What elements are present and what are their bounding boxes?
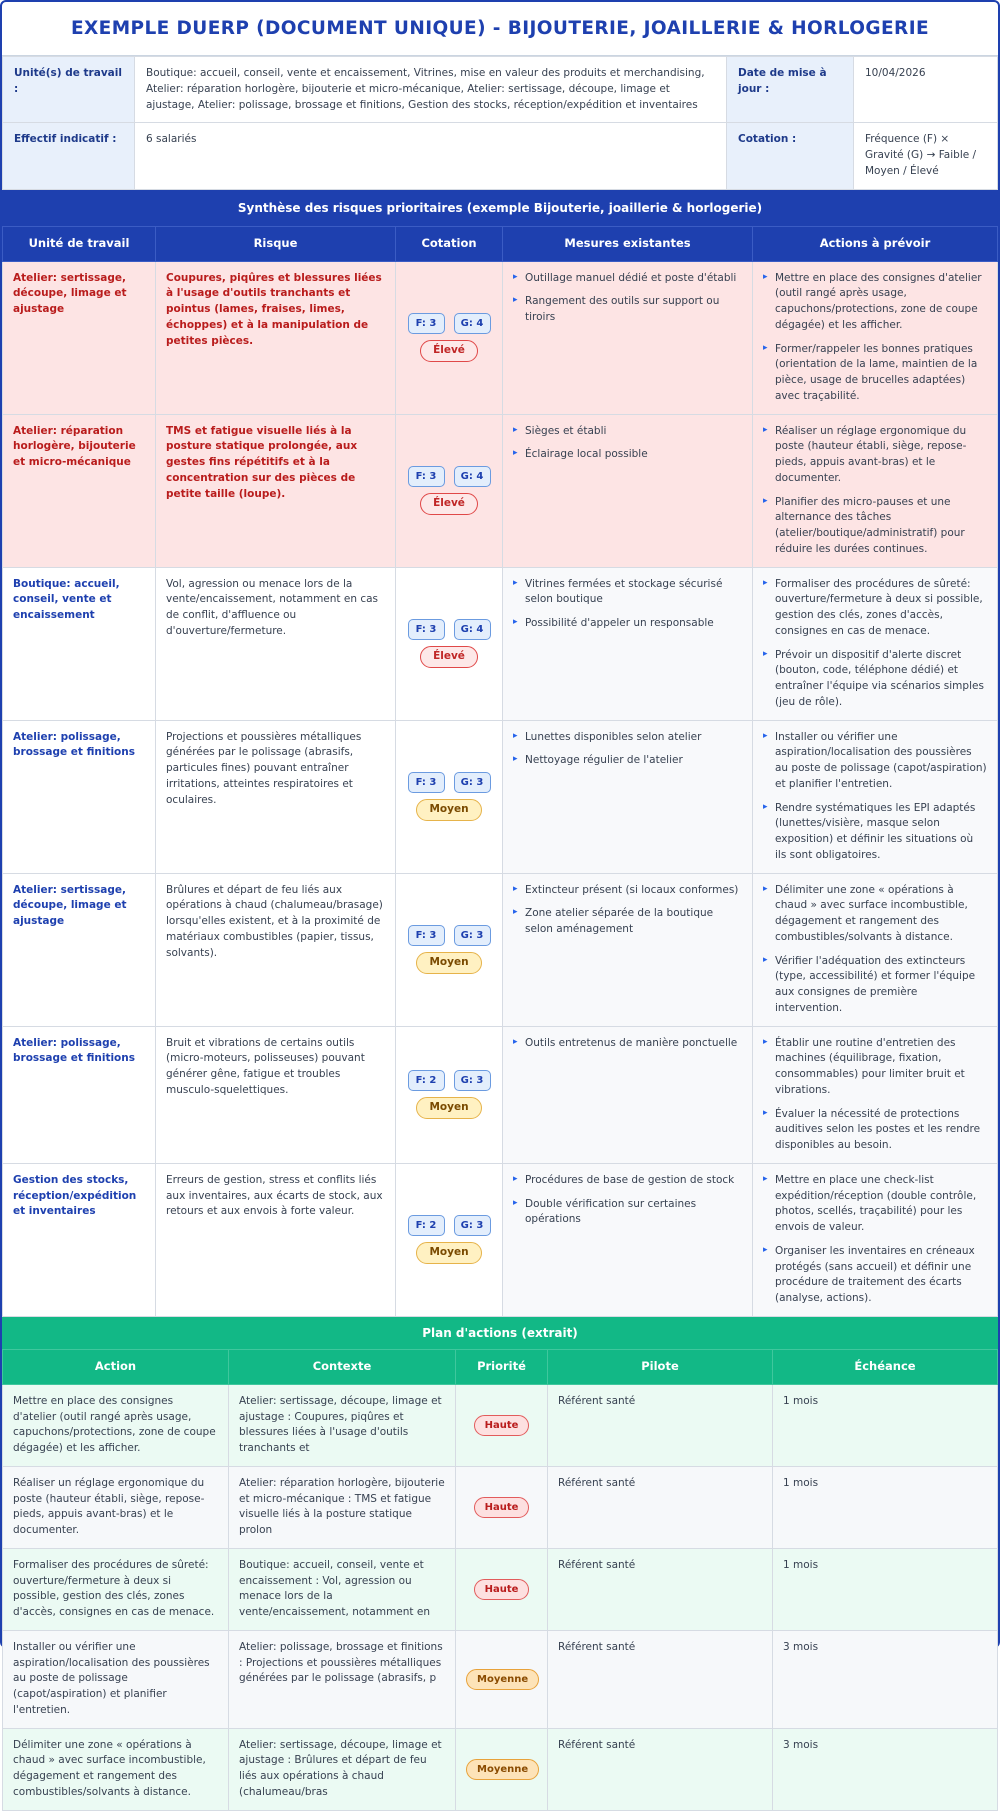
frequency-gravity [400, 1070, 498, 1091]
planned-actions [753, 873, 998, 1026]
plan-priority [456, 1466, 548, 1548]
frequency-chip: F: 2 [408, 1215, 445, 1236]
gravity-chip: G: 4 [454, 619, 491, 640]
plan-row [3, 1548, 998, 1630]
measure-item: ▸ Outillage manuel dédié et poste d'établi [513, 271, 742, 287]
action-item: ▸ Mettre en place une check-list expédition/réception (double contrôle, photos, scellés, traçabilité) pour les envois de valeur. [763, 1173, 987, 1236]
info-table [2, 56, 998, 190]
measure-item: ▸ Procédures de base de gestion de stock [513, 1173, 742, 1189]
gravity-chip: G: 3 [454, 925, 491, 946]
measure-item: ▸ Rangement des outils sur support ou tiroirs [513, 294, 742, 326]
risk-column-header: Cotation [396, 226, 503, 261]
existing-measures [503, 414, 753, 567]
measures-list [513, 424, 742, 464]
measure-item: ▸ Sièges et établi [513, 424, 742, 440]
risk-unit: Atelier: polissage, brossage et finitions [3, 1026, 156, 1163]
action-item: ▸ Évaluer la nécessité de protections auditives selon les postes et les rendre disponibles au besoin. [763, 1107, 987, 1154]
existing-measures [503, 720, 753, 873]
risk-description: Brûlures et départ de feu liés aux opérations à chaud (chalumeau/brasage) lorsqu'elles existent, et à la proximité de matériaux combustibles (papier, tissus, solvants). [156, 873, 396, 1026]
plan-column-header: Action [3, 1349, 229, 1384]
risk-row [3, 261, 998, 414]
risk-level-badge: Élevé [420, 340, 478, 362]
planned-actions [753, 720, 998, 873]
gravity-chip: G: 3 [454, 1070, 491, 1091]
planned-actions [753, 1163, 998, 1316]
existing-measures [503, 1163, 753, 1316]
actions-list [763, 730, 987, 864]
action-item: ▸ Mettre en place des consignes d'atelier (outil rangé après usage, capuchons/protections, zone de coupe dégagée) et les afficher. [763, 271, 987, 334]
plan-due-date: 1 mois [773, 1548, 998, 1630]
measure-item: ▸ Extincteur présent (si locaux conformes) [513, 883, 742, 899]
gravity-chip: G: 3 [454, 772, 491, 793]
action-item: ▸ Formaliser des procédures de sûreté: ouverture/fermeture à deux si possible, gestion des clés, zones d'accès, consignes en cas de menace. [763, 577, 987, 640]
actions-list [763, 883, 987, 1017]
units-label: Unité(s) de travail : [3, 57, 135, 123]
plan-column-header: Contexte [229, 1349, 456, 1384]
priority-badge: Haute [474, 1497, 530, 1518]
risk-cotation [396, 567, 503, 720]
risk-description: Projections et poussières métalliques générées par le polissage (abrasifs, particules fines) pouvant entraîner irritations, atteintes respiratoires et oculaires. [156, 720, 396, 873]
action-item: ▸ Organiser les inventaires en créneaux protégés (sans accueil) et définir une procédure de traitement des écarts (analyse, actions). [763, 1244, 987, 1307]
gravity-chip: G: 4 [454, 466, 491, 487]
frequency-chip: F: 3 [408, 925, 445, 946]
planned-actions [753, 1026, 998, 1163]
risk-unit: Gestion des stocks, réception/expédition et inventaires [3, 1163, 156, 1316]
plan-context: Atelier: réparation horlogère, bijouterie et micro-mécanique : TMS et fatigue visuelle liés à la posture statique prolon [229, 1466, 456, 1548]
plan-context: Atelier: sertissage, découpe, limage et ajustage : Coupures, piqûres et blessures liées à l'usage d'outils tranchants et [229, 1384, 456, 1466]
risk-cotation [396, 720, 503, 873]
plan-priority [456, 1548, 548, 1630]
plan-column-header: Pilote [548, 1349, 773, 1384]
measure-item: ▸ Éclairage local possible [513, 447, 742, 463]
gravity-chip: G: 3 [454, 1215, 491, 1236]
risk-description: TMS et fatigue visuelle liés à la posture statique prolongée, aux gestes fins répétitifs et à la concentration sur des pièces de petite taille (loupe). [156, 414, 396, 567]
action-item: ▸ Établir une routine d'entretien des machines (équilibrage, fixation, consommables) pour limiter bruit et vibrations. [763, 1036, 987, 1099]
measure-item: ▸ Outils entretenus de manière ponctuelle [513, 1036, 742, 1052]
plan-row [3, 1728, 998, 1810]
effectif-label: Effectif indicatif : [3, 123, 135, 189]
plan-action: Installer ou vérifier une aspiration/localisation des poussières au poste de polissage (capot/aspiration) et planifier l'entretien. [3, 1630, 229, 1728]
plan-row [3, 1384, 998, 1466]
actions-list [763, 1036, 987, 1154]
existing-measures [503, 567, 753, 720]
frequency-gravity [400, 1215, 498, 1236]
priority-badge: Moyenne [466, 1759, 539, 1780]
planned-actions [753, 567, 998, 720]
plan-priority [456, 1630, 548, 1728]
risk-cotation [396, 1163, 503, 1316]
planned-actions [753, 414, 998, 567]
risk-level-badge: Moyen [416, 952, 481, 974]
risk-level-badge: Élevé [420, 646, 478, 668]
plan-due-date: 1 mois [773, 1466, 998, 1548]
measure-item: ▸ Zone atelier séparée de la boutique selon aménagement [513, 906, 742, 938]
frequency-gravity [400, 466, 498, 487]
cotation-label: Cotation : [727, 123, 854, 189]
action-item: ▸ Planifier des micro-pauses et une alternance des tâches (atelier/boutique/administratif) pour réduire les durées continues. [763, 495, 987, 558]
risk-column-header: Unité de travail [3, 226, 156, 261]
cotation-value: Fréquence (F) × Gravité (G) → Faible / Moyen / Élevé [854, 123, 998, 189]
plan-due-date: 1 mois [773, 1384, 998, 1466]
action-item: ▸ Rendre systématiques les EPI adaptés (lunettes/visière, masque selon exposition) et définir les situations où ils sont obligatoires. [763, 801, 987, 864]
effectif-value: 6 salariés [135, 123, 727, 189]
risk-cotation [396, 414, 503, 567]
frequency-chip: F: 3 [408, 619, 445, 640]
risk-column-header: Mesures existantes [503, 226, 753, 261]
plan-row [3, 1466, 998, 1548]
action-item: ▸ Prévoir un dispositif d'alerte discret (bouton, code, téléphone dédié) et entraîner l'équipe via scénarios simples (jeu de rôle). [763, 648, 987, 711]
measures-list [513, 577, 742, 632]
frequency-chip: F: 2 [408, 1070, 445, 1091]
measures-list [513, 883, 742, 938]
plan-context: Boutique: accueil, conseil, vente et encaissement : Vol, agression ou menace lors de la vente/encaissement, notamment en [229, 1548, 456, 1630]
plan-priority [456, 1728, 548, 1810]
measures-list [513, 271, 742, 326]
priority-badge: Haute [474, 1415, 530, 1436]
action-item: ▸ Délimiter une zone « opérations à chaud » avec surface incombustible, dégagement et rangement des combustibles/solvants à distance. [763, 883, 987, 946]
risk-unit: Atelier: sertissage, découpe, limage et ajustage [3, 261, 156, 414]
risk-cotation [396, 1026, 503, 1163]
frequency-chip: F: 3 [408, 466, 445, 487]
risk-level-badge: Moyen [416, 799, 481, 821]
frequency-chip: F: 3 [408, 772, 445, 793]
plan-section-title: Plan d'actions (extrait) [2, 1317, 998, 1349]
risk-unit: Atelier: polissage, brossage et finitions [3, 720, 156, 873]
plan-context: Atelier: sertissage, découpe, limage et ajustage : Brûlures et départ de feu liés aux opérations à chaud (chalumeau/bras [229, 1728, 456, 1810]
frequency-gravity [400, 925, 498, 946]
priority-badge: Haute [474, 1579, 530, 1600]
planned-actions [753, 261, 998, 414]
measure-item: ▸ Lunettes disponibles selon atelier [513, 730, 742, 746]
risk-unit: Atelier: réparation horlogère, bijouterie et micro-mécanique [3, 414, 156, 567]
frequency-gravity [400, 313, 498, 334]
existing-measures [503, 873, 753, 1026]
measures-list [513, 730, 742, 770]
risk-description: Coupures, piqûres et blessures liées à l'usage d'outils tranchants et pointus (lames, fraises, limes, échoppes) et à la manipulation de petites pièces. [156, 261, 396, 414]
measures-list [513, 1036, 742, 1052]
risk-cotation [396, 873, 503, 1026]
plan-pilot: Référent santé [548, 1548, 773, 1630]
plan-due-date: 3 mois [773, 1728, 998, 1810]
risk-row [3, 567, 998, 720]
risks-table [2, 226, 998, 1317]
action-item: ▸ Installer ou vérifier une aspiration/localisation des poussières au poste de polissage (capot/aspiration) et planifier l'entretien. [763, 730, 987, 793]
action-item: ▸ Réaliser un réglage ergonomique du poste (hauteur établi, siège, repose-pieds, appuis avant-bras) et le documenter. [763, 424, 987, 487]
priority-badge: Moyenne [466, 1669, 539, 1690]
actions-list [763, 1173, 987, 1307]
measure-item: ▸ Vitrines fermées et stockage sécurisé selon boutique [513, 577, 742, 609]
plan-pilot: Référent santé [548, 1466, 773, 1548]
frequency-gravity [400, 772, 498, 793]
plan-action: Délimiter une zone « opérations à chaud » avec surface incombustible, dégagement et rangement des combustibles/solvants à distance. [3, 1728, 229, 1810]
risk-row [3, 720, 998, 873]
plan-action: Réaliser un réglage ergonomique du poste (hauteur établi, siège, repose-pieds, appuis avant-bras) et le documenter. [3, 1466, 229, 1548]
risk-level-badge: Moyen [416, 1097, 481, 1119]
risk-row [3, 873, 998, 1026]
risk-level-badge: Moyen [416, 1242, 481, 1264]
plan-row [3, 1630, 998, 1728]
units-value: Boutique: accueil, conseil, vente et encaissement, Vitrines, mise en valeur des produits et merchandising, Atelier: réparation horlogère, bijouterie et micro-mécanique, Atelier: sertissage, découpe, limage et ajustage, Atelier: polissage, brossage et finitions, Gestion des stocks, réception/expédition et inventaires [135, 57, 727, 123]
plan-action: Formaliser des procédures de sûreté: ouverture/fermeture à deux si possible, gestion des clés, zones d'accès, consignes en cas de menace. [3, 1548, 229, 1630]
action-item: ▸ Vérifier l'adéquation des extincteurs (type, accessibilité) et former l'équipe aux consignes de première intervention. [763, 954, 987, 1017]
plan-due-date: 3 mois [773, 1630, 998, 1728]
risks-section-title: Synthèse des risques prioritaires (exemple Bijouterie, joaillerie & horlogerie) [2, 190, 998, 226]
plan-column-header: Priorité [456, 1349, 548, 1384]
frequency-chip: F: 3 [408, 313, 445, 334]
actions-list [763, 424, 987, 558]
risk-unit: Boutique: accueil, conseil, vente et encaissement [3, 567, 156, 720]
risk-unit: Atelier: sertissage, découpe, limage et ajustage [3, 873, 156, 1026]
plan-pilot: Référent santé [548, 1728, 773, 1810]
measure-item: ▸ Nettoyage régulier de l'atelier [513, 753, 742, 769]
action-item: ▸ Former/rappeler les bonnes pratiques (orientation de la lame, maintien de la pièce, usage de brucelles adaptées) avec traçabilité. [763, 342, 987, 405]
measures-list [513, 1173, 742, 1228]
plan-column-header: Échéance [773, 1349, 998, 1384]
measure-item: ▸ Possibilité d'appeler un responsable [513, 616, 742, 632]
existing-measures [503, 261, 753, 414]
measure-item: ▸ Double vérification sur certaines opérations [513, 1197, 742, 1229]
plan-pilot: Référent santé [548, 1384, 773, 1466]
risk-row [3, 1163, 998, 1316]
date-value: 10/04/2026 [854, 57, 998, 123]
existing-measures [503, 1026, 753, 1163]
risk-description: Bruit et vibrations de certains outils (micro-moteurs, polisseuses) pouvant générer gêne, fatigue et troubles musculo-squelettiques. [156, 1026, 396, 1163]
gravity-chip: G: 4 [454, 313, 491, 334]
risk-row [3, 414, 998, 567]
plan-action: Mettre en place des consignes d'atelier (outil rangé après usage, capuchons/protections, zone de coupe dégagée) et les afficher. [3, 1384, 229, 1466]
actions-list [763, 577, 987, 711]
risk-column-header: Actions à prévoir [753, 226, 998, 261]
risk-cotation [396, 261, 503, 414]
risk-column-header: Risque [156, 226, 396, 261]
plan-priority [456, 1384, 548, 1466]
plan-pilot: Référent santé [548, 1630, 773, 1728]
document-title: EXEMPLE DUERP (DOCUMENT UNIQUE) - BIJOUTERIE, JOAILLERIE & HORLOGERIE [2, 2, 998, 56]
risk-description: Erreurs de gestion, stress et conflits liés aux inventaires, aux écarts de stock, aux retours et aux envois à forte valeur. [156, 1163, 396, 1316]
risk-row [3, 1026, 998, 1163]
frequency-gravity [400, 619, 498, 640]
risk-description: Vol, agression ou menace lors de la vente/encaissement, notamment en cas de conflit, d'affluence ou d'ouverture/fermeture. [156, 567, 396, 720]
plan-context: Atelier: polissage, brossage et finitions : Projections et poussières métalliques générées par le polissage (abrasifs, p [229, 1630, 456, 1728]
action-plan-table [2, 1349, 998, 1811]
date-label: Date de mise à jour : [727, 57, 854, 123]
risk-level-badge: Élevé [420, 493, 478, 515]
actions-list [763, 271, 987, 405]
